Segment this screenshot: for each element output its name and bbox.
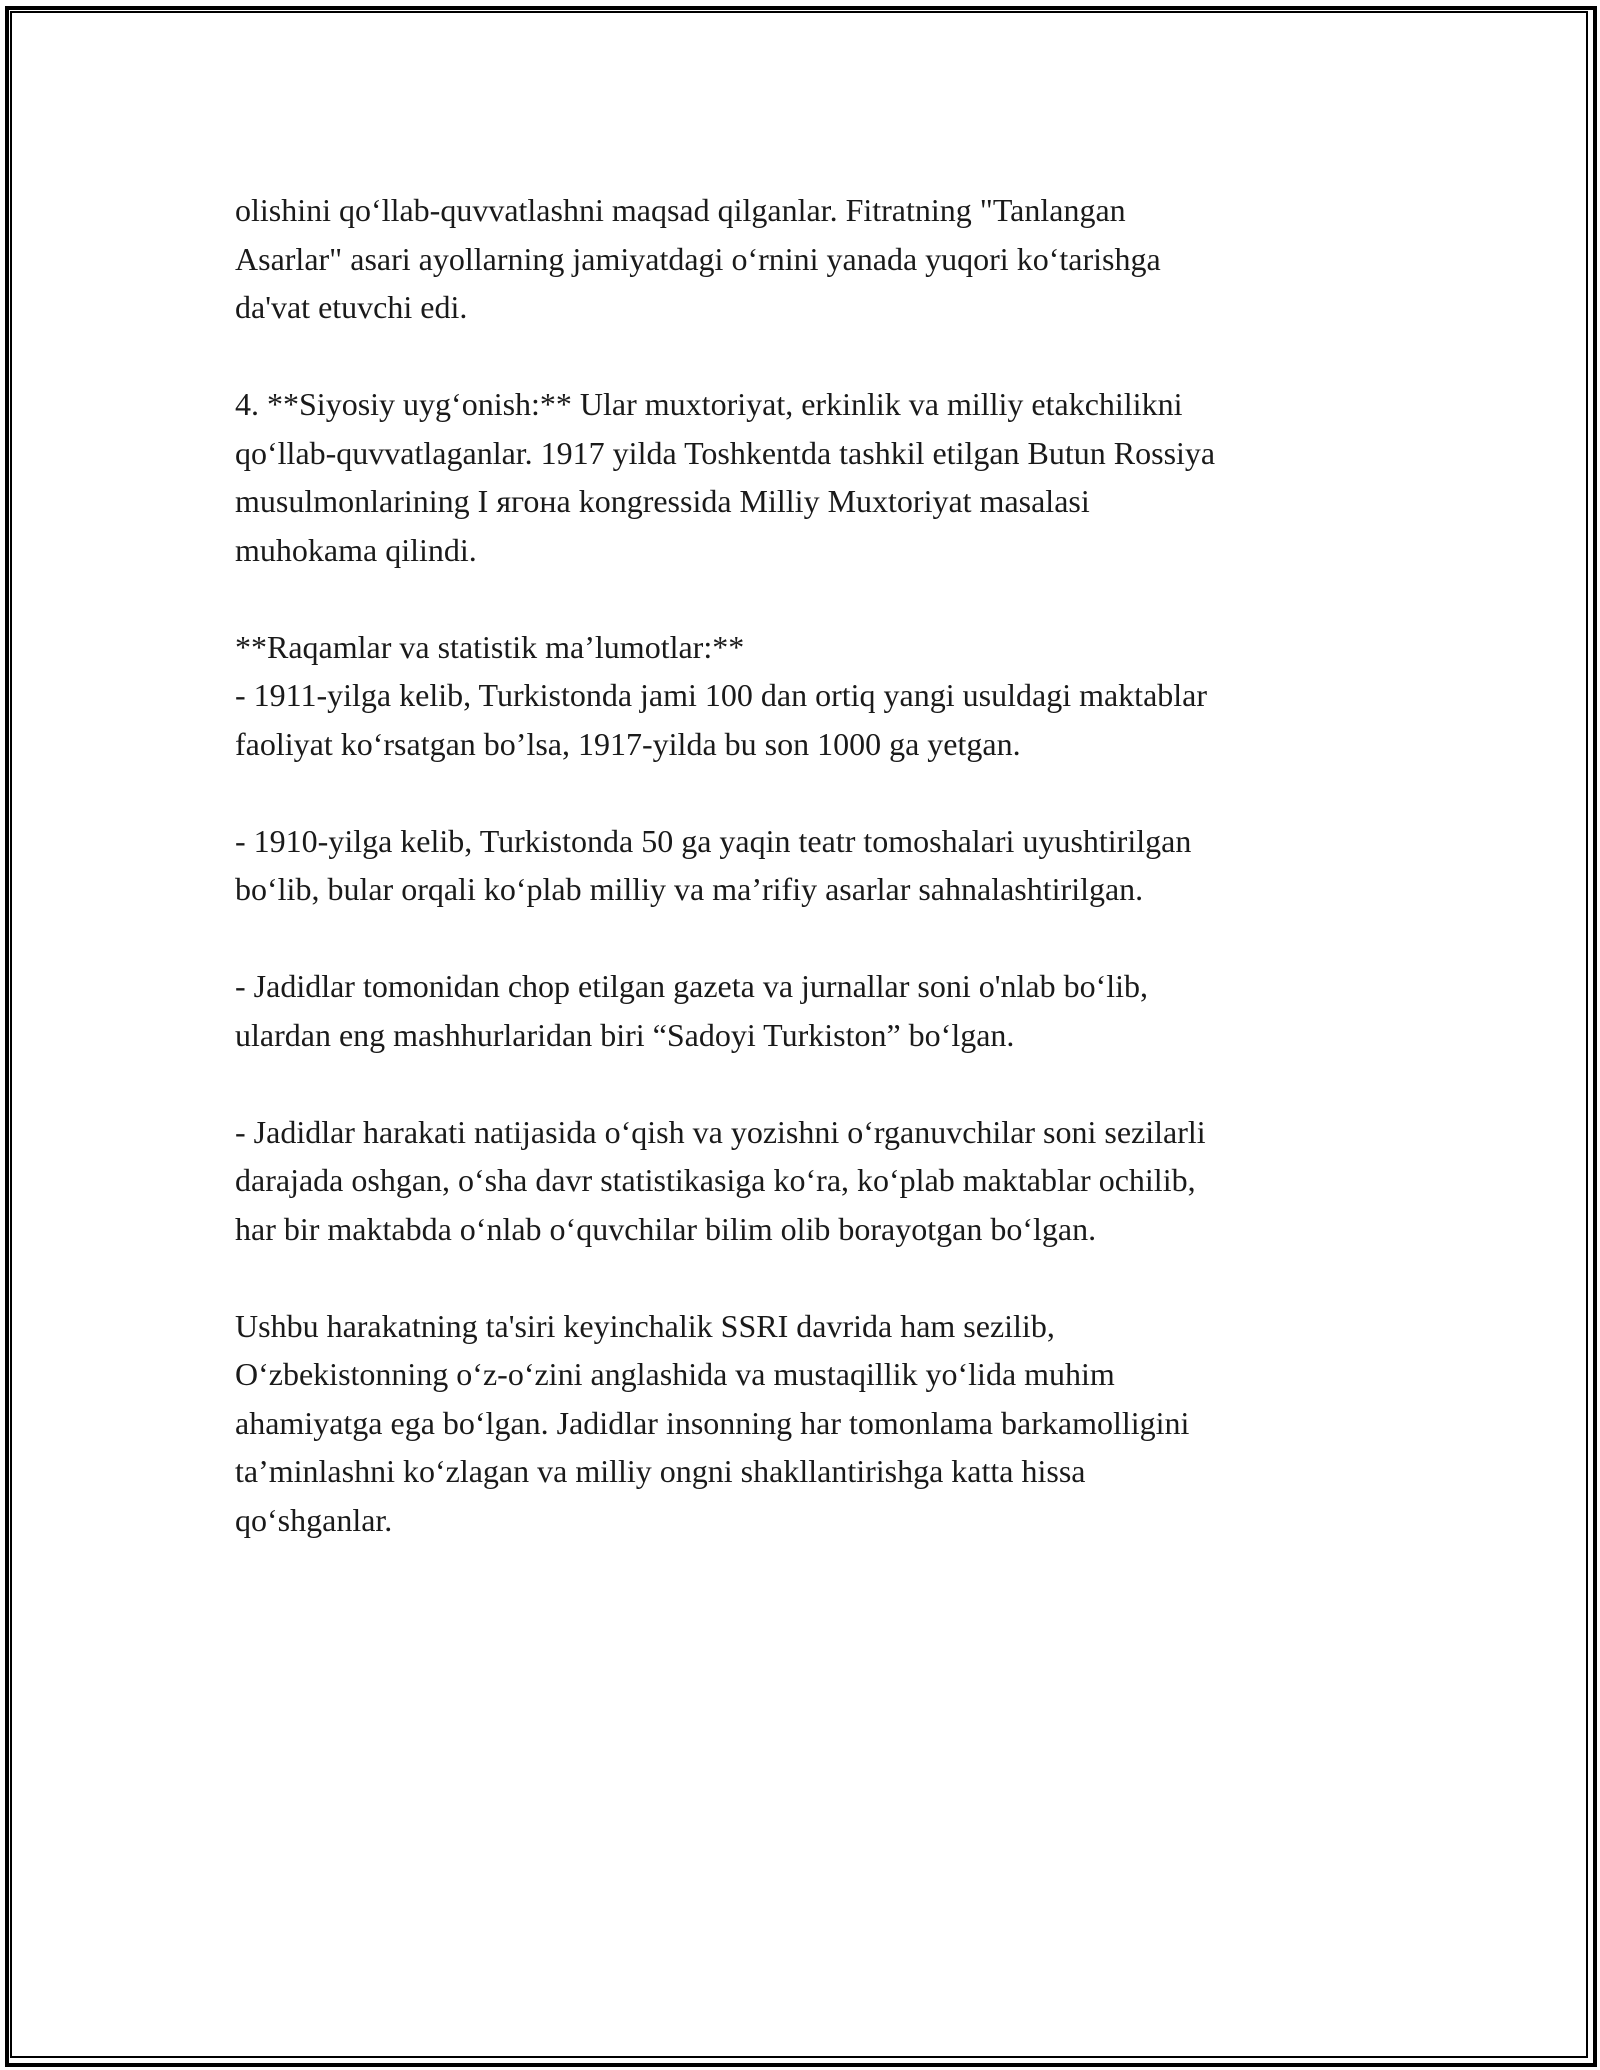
text-line: - Jadidlar harakati natijasida o‘qish va yozishni o‘rganuvchilar soni sezilarli: [235, 1113, 1206, 1150]
text-line: - Jadidlar tomonidan chop etilgan gazeta va jurnallar soni o'nlab bo‘lib,: [235, 968, 1149, 1004]
paragraph-teatr-1910: [235, 817, 1395, 914]
text-line: muhokama qilindi.: [235, 531, 477, 568]
text-line: ahamiyatga ega bo‘lgan. Jadidlar insonning har tomonlama barkamolligini: [235, 1404, 1190, 1441]
paragraph-siyosiy-uygonish: [235, 380, 1395, 574]
section-heading: **Raqamlar va statistik ma’lumotlar:**: [235, 628, 745, 665]
text-line: - 1910-yilga kelib, Turkistonda 50 ga yaqin teatr tomoshalari uyushtirilgan: [235, 822, 1192, 859]
text-line: ulardan eng mashhurlaridan biri “Sadoyi Turkiston” bo‘lgan.: [235, 1016, 1015, 1053]
text-line: ta’minlashni ko‘zlagan va milliy ongni shakllantirishga katta hissa: [235, 1453, 1086, 1489]
paragraph-gazeta-jurnallar: [235, 962, 1395, 1059]
paragraph-xulosa: [235, 1302, 1395, 1545]
text-line: - 1911-yilga kelib, Turkistonda jami 100 dan ortiq yangi usuldagi maktablar: [235, 677, 1208, 713]
text-line: musulmonlarining I ягона kongressida Milliy Muxtoriyat masalasi: [235, 483, 1090, 519]
text-line: Ushbu harakatning ta'siri keyinchalik SSRI davrida ham sezilib,: [235, 1307, 1055, 1344]
text-line: qo‘llab-quvvatlaganlar. 1917 yilda Toshkentda tashkil etilgan Butun Rossiya: [235, 434, 1216, 471]
text-line: Asarlar" asari ayollarning jamiyatdagi o‘rnini yanada yuqori ko‘tarishga: [235, 240, 1161, 277]
text-line: qo‘shganlar.: [235, 1501, 393, 1538]
text-line: faoliyat ko‘rsatgan bo’lsa, 1917-yilda bu son 1000 ga yetgan.: [235, 725, 1021, 762]
document-body: [235, 186, 1395, 1593]
text-line: olishini qo‘llab-quvvatlashni maqsad qilganlar. Fitratning "Tanlangan: [235, 192, 1126, 228]
text-line: har bir maktabda o‘nlab o‘quvchilar bilim olib borayotgan bo‘lgan.: [235, 1210, 1097, 1247]
text-line: O‘zbekistonning o‘z-o‘zini anglashida va mustaqillik yo‘lida muhim: [235, 1356, 1115, 1392]
text-line: bo‘lib, bular orqali ko‘plab milliy va ma’rifiy asarlar sahnalashtirilgan.: [235, 871, 1144, 907]
text-line: darajada oshgan, o‘sha davr statistikasiga ko‘ra, ko‘plab maktablar ochilib,: [235, 1162, 1196, 1198]
paragraph-savodxonlik: [235, 1108, 1395, 1254]
paragraph-fitrat-asarlar: [235, 186, 1395, 332]
text-line: da'vat etuvchi edi.: [235, 289, 468, 325]
text-line: 4. **Siyosiy uyg‘onish:** Ular muxtoriyat, erkinlik va milliy etakchilikni: [235, 386, 1183, 422]
paragraph-raqamlar-1911: [235, 623, 1395, 769]
